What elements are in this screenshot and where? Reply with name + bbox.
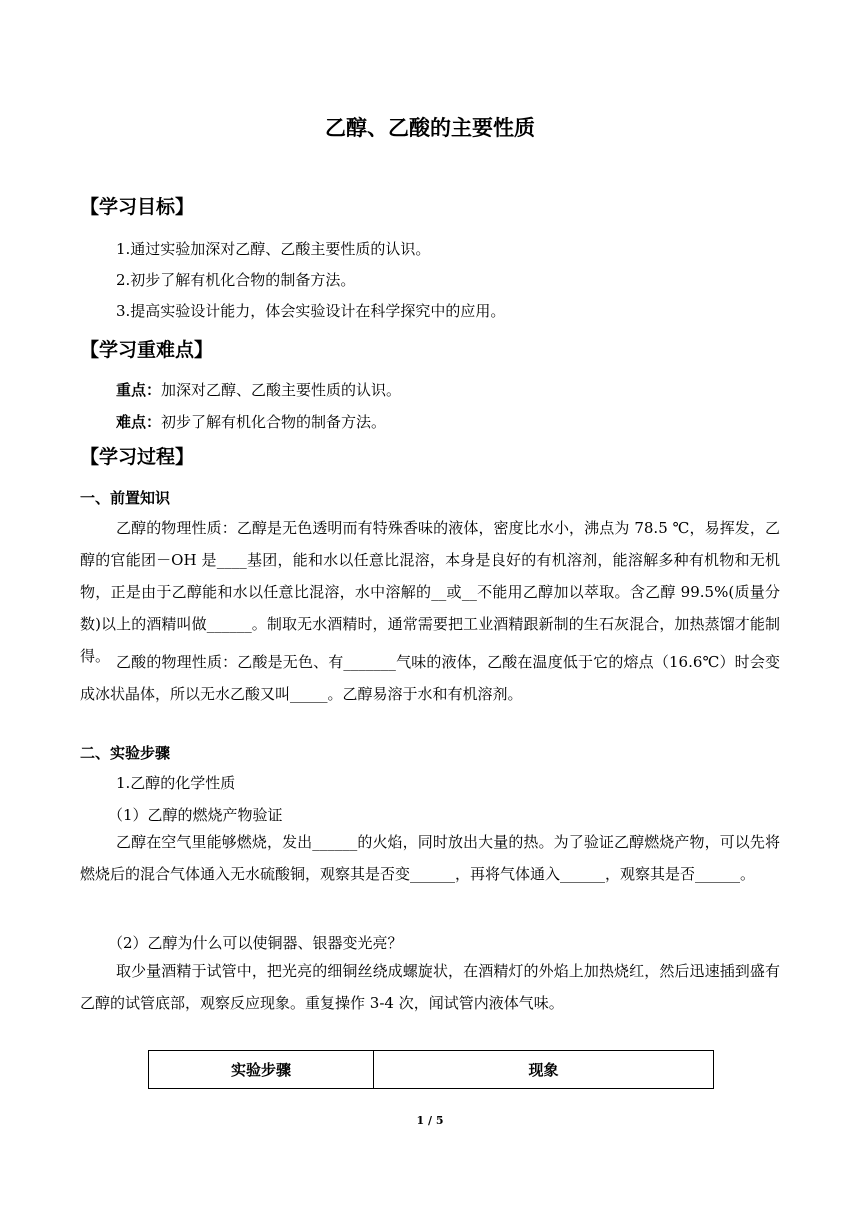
key-points-heading: 【学习重难点】 xyxy=(80,339,214,361)
experiment-table xyxy=(148,1050,714,1089)
copper-procedure-paragraph: 取少量酒精于试管中，把光亮的细铜丝绕成螺旋状，在酒精灯的外焰上加热烧红，然后迅速插到盛有乙醇的试管底部，观察反应现象。重复操作 3-4 次，闻试管内液体气味。 xyxy=(80,962,780,1012)
page-title: 乙醇、乙酸的主要性质 xyxy=(325,116,535,140)
difficulty-line xyxy=(116,411,386,432)
focus-line xyxy=(116,379,401,400)
acetic-acid-physical-properties: 乙酸的物理性质：乙酸是无色、有_______气味的液体，乙酸在温度低于它的熔点（16.6℃）时会变成冰状晶体，所以无水乙酸又叫_____。乙醇易溶于水和有机溶剂。 xyxy=(80,653,780,703)
ethanol-physical-properties: 乙醇的物理性质：乙醇是无色透明而有特殊香味的液体，密度比水小，沸点为 78.5 ℃，易挥发，乙醇的官能团－OH 是____基团，能和水以任意比混溶，本身是良好的有机溶剂，能溶解多种有机物和无机物，正是由于乙醇能和水以任意比混溶，水中溶解的__或__不能用乙醇加以萃取。含乙醇 99.5%(质量分数)以上的酒精叫做______。制取无水酒精时，通常需要把工业酒精跟新制的生石灰混合，加热蒸馏才能制得。 xyxy=(80,519,780,665)
table-header-phenomena: 现象 xyxy=(374,1051,714,1089)
focus-label: 重点： xyxy=(116,381,162,399)
combustion-subheading: （1）乙醇的燃烧产物验证 xyxy=(108,806,283,824)
objective-item-1: 1.通过实验加深对乙醇、乙酸主要性质的认识。 xyxy=(116,240,431,258)
process-heading: 【学习过程】 xyxy=(80,446,195,468)
table-header-steps: 实验步骤 xyxy=(149,1051,374,1089)
focus-text: 加深对乙醇、乙酸主要性质的认识。 xyxy=(161,381,402,399)
objective-item-3: 3.提高实验设计能力，体会实验设计在科学探究中的应用。 xyxy=(116,302,506,320)
objectives-heading: 【学习目标】 xyxy=(80,196,195,218)
experiment-steps-heading: 二、实验步骤 xyxy=(80,744,171,762)
copper-question-subheading: （2）乙醇为什么可以使铜器、银器变光亮？ xyxy=(108,934,403,952)
objective-item-2: 2.初步了解有机化合物的制备方法。 xyxy=(116,271,356,289)
difficulty-text: 初步了解有机化合物的制备方法。 xyxy=(161,413,387,431)
difficulty-label: 难点： xyxy=(116,413,162,431)
prior-knowledge-heading: 一、前置知识 xyxy=(80,489,171,507)
page-number: 1 / 5 xyxy=(416,1114,444,1127)
table-header-row xyxy=(149,1051,714,1089)
ethanol-chemistry-subheading: 1.乙醇的化学性质 xyxy=(116,774,236,792)
combustion-paragraph: 乙醇在空气里能够燃烧，发出______的火焰，同时放出大量的热。为了验证乙醇燃烧产物，可以先将燃烧后的混合气体通入无水硫酸铜，观察其是否变______，再将气体通入______，观察其是否______。 xyxy=(80,833,780,883)
